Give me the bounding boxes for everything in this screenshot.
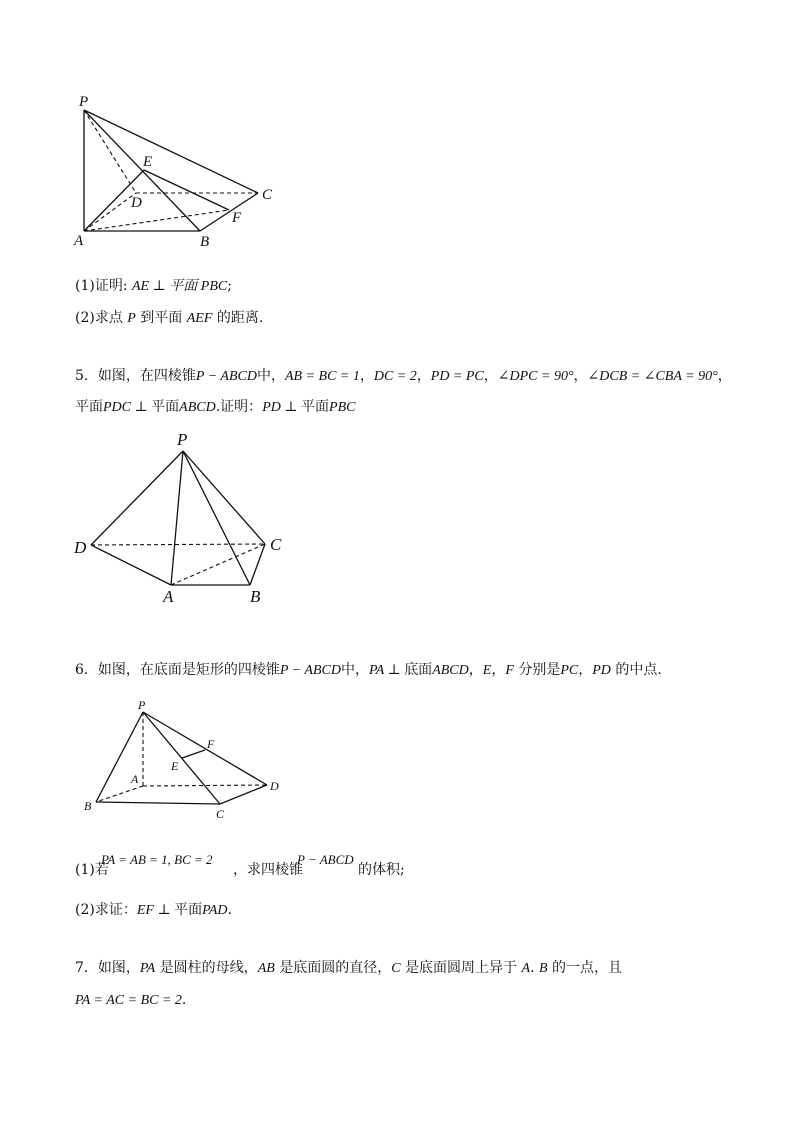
fig1-label-e: E: [143, 154, 153, 170]
fig1-label-a: A: [74, 233, 84, 249]
fig2-label-a: A: [163, 587, 174, 606]
fig2-label-p: P: [177, 430, 188, 449]
fig3-label-b: B: [84, 799, 92, 813]
fig1-label-c: C: [262, 187, 273, 203]
fig3-label-e: E: [171, 759, 179, 773]
fig1-label-b: B: [200, 234, 210, 250]
fig1-label-d: D: [131, 195, 142, 211]
fig2-label-c: C: [270, 535, 282, 554]
fig1-label-f: F: [232, 210, 242, 226]
q4-part1: (1)证明: AE ⊥ 平面 PBC;: [75, 278, 232, 294]
q6-part2: (2)求证：EF ⊥ 平面PAD.: [75, 902, 232, 918]
fig3-label-a: A: [131, 772, 139, 786]
document-page: P E D C F A B (1)证明: AE ⊥ 平面 PBC; (2)求点 P 到平面 AEF 的距离. 5．如图，在四棱锥P − ABCD中，AB = BC = 1，DC = 2，PD = PC，∠DPC = 90°，∠DCB = ∠CBA = 90°， 平面PDC ⊥ 平面ABCD.证明：PD ⊥ 平面PBC P D C A B 6．如图，在底面是矩形的四棱锥P − ABCD中，PA ⊥ 底面ABCD，E，F 分别是PC，PD 的中点. P F E A D B C (1)若 PA = AB = 1, BC = 2 ，求四棱锥 P − ABCD 的体积; (2)求证：EF ⊥ 平面PAD. 7．如图，PA 是圆柱的母线，AB 是底面圆的直径，C 是底面圆周上异于 A. B 的一点，且 PA = AC = BC = 2.: [0, 0, 800, 1132]
fig3-label-p: P: [138, 698, 146, 712]
q6-statement: 6．如图，在底面是矩形的四棱锥P − ABCD中，PA ⊥ 底面ABCD，E，F 分别是PC，PD 的中点.: [75, 662, 662, 678]
fig1-label-p: P: [79, 94, 89, 110]
q5-statement-line1: 5．如图，在四棱锥P − ABCD中，AB = BC = 1，DC = 2，PD = PC，∠DPC = 90°，∠DCB = ∠CBA = 90°，: [75, 368, 732, 384]
q5-statement-line2: 平面PDC ⊥ 平面ABCD.证明：PD ⊥ 平面PBC: [75, 399, 356, 415]
fig2-label-b: B: [250, 587, 261, 606]
fig3-label-c: C: [216, 807, 225, 821]
fig3-label-f: F: [207, 737, 215, 751]
q7-statement-line2: PA = AC = BC = 2.: [75, 992, 187, 1008]
q4-part2: (2)求点 P 到平面 AEF 的距离.: [75, 310, 264, 326]
fig3-label-d: D: [270, 779, 279, 793]
fig2-label-d: D: [74, 538, 87, 557]
q7-statement-line1: 7．如图，PA 是圆柱的母线，AB 是底面圆的直径，C 是底面圆周上异于 A. B 的一点，且: [75, 960, 622, 976]
